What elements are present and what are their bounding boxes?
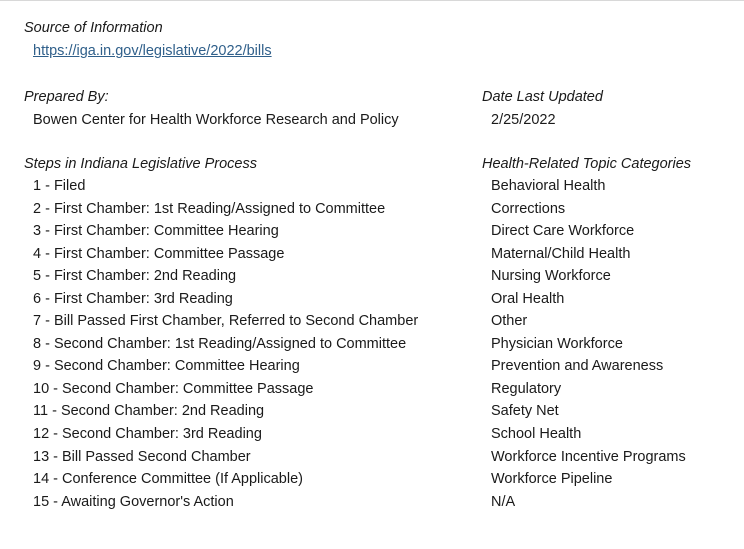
- category-item: Behavioral Health: [491, 178, 606, 194]
- step-item: 4 - First Chamber: Committee Passage: [33, 245, 285, 262]
- step-item: 13 - Bill Passed Second Chamber: [33, 448, 251, 465]
- category-item: Prevention and Awareness: [491, 358, 664, 375]
- steps-list: [33, 175, 418, 513]
- category-item: School Health: [491, 426, 582, 443]
- step-item: 11 - Second Chamber: 2nd Reading: [33, 403, 265, 420]
- step-item: 2 - First Chamber: 1st Reading/Assigned to Committee: [33, 200, 386, 217]
- step-item: 7 - Bill Passed First Chamber, Referred to Second Chamber: [33, 313, 419, 330]
- step-item: 15 - Awaiting Governor's Action: [33, 493, 234, 510]
- category-item: Regulatory: [491, 380, 562, 397]
- category-item: N/A: [491, 493, 516, 510]
- prepared-by-value: Bowen Center for Health Workforce Research and Policy: [33, 112, 399, 128]
- step-item: 1 - Filed: [33, 178, 86, 194]
- step-item: 12 - Second Chamber: 3rd Reading: [33, 426, 262, 443]
- category-item: Maternal/Child Health: [491, 245, 631, 262]
- source-link[interactable]: https://iga.in.gov/legislative/2022/bills: [33, 43, 272, 59]
- category-item: Workforce Incentive Programs: [491, 448, 686, 465]
- date-updated-value: 2/25/2022: [491, 112, 556, 128]
- step-item: 14 - Conference Committee (If Applicable): [33, 471, 303, 488]
- category-item: Physician Workforce: [491, 335, 623, 352]
- top-divider: [0, 0, 744, 1]
- category-item: Corrections: [491, 200, 566, 217]
- category-item: Oral Health: [491, 290, 565, 307]
- prepared-by-heading: Prepared By:: [24, 89, 109, 105]
- categories-list: [491, 175, 686, 513]
- category-item: Safety Net: [491, 403, 559, 420]
- step-item: 3 - First Chamber: Committee Hearing: [33, 223, 279, 240]
- step-item: 10 - Second Chamber: Committee Passage: [33, 380, 314, 397]
- step-item: 6 - First Chamber: 3rd Reading: [33, 290, 233, 307]
- categories-heading: Health-Related Topic Categories: [482, 156, 692, 172]
- category-item: Other: [491, 313, 528, 330]
- category-item: Nursing Workforce: [491, 268, 611, 285]
- category-item: Workforce Pipeline: [491, 471, 613, 488]
- steps-heading: Steps in Indiana Legislative Process: [24, 156, 257, 172]
- source-heading: Source of Information: [24, 20, 163, 36]
- step-item: 9 - Second Chamber: Committee Hearing: [33, 358, 300, 375]
- category-item: Direct Care Workforce: [491, 223, 635, 240]
- step-item: 8 - Second Chamber: 1st Reading/Assigned to Committee: [33, 335, 407, 352]
- date-updated-heading: Date Last Updated: [482, 89, 603, 105]
- step-item: 5 - First Chamber: 2nd Reading: [33, 268, 237, 285]
